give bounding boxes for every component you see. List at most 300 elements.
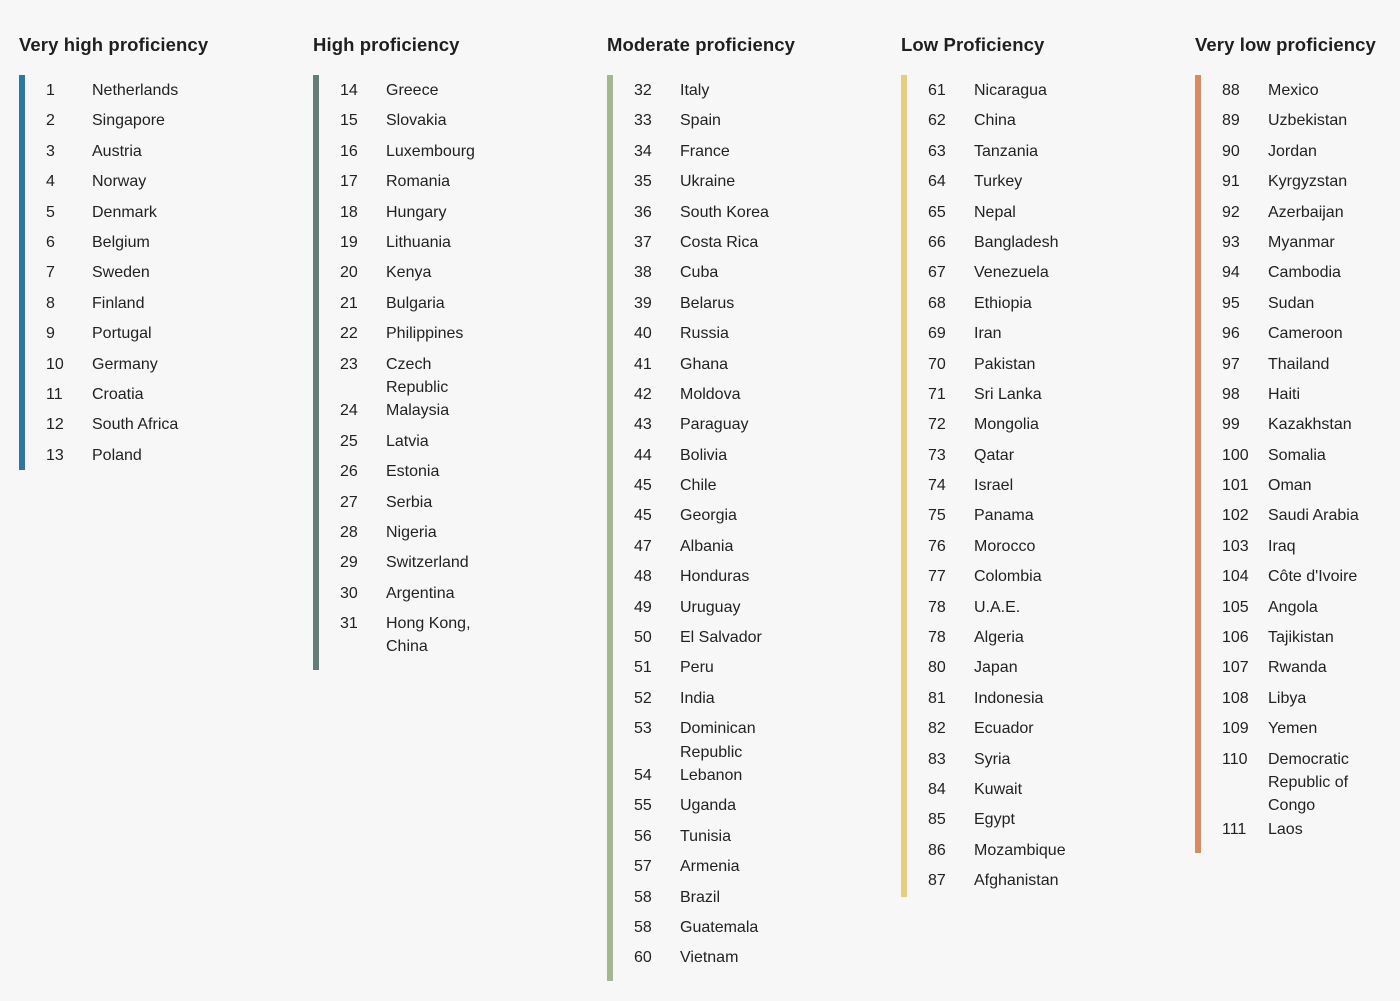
rank-number: 53 bbox=[634, 720, 652, 738]
rank-number: 62 bbox=[928, 112, 946, 130]
ranking-list bbox=[340, 79, 481, 659]
country-name: Tanzania bbox=[974, 142, 1039, 160]
country-name: Norway bbox=[92, 173, 147, 191]
rank-number: 72 bbox=[928, 416, 946, 434]
ranking-row bbox=[340, 109, 481, 139]
country-name: Guatemala bbox=[680, 918, 759, 936]
ranking-row bbox=[46, 201, 178, 231]
ranking-row bbox=[928, 748, 1066, 778]
rank-number: 97 bbox=[1222, 355, 1240, 373]
country-name: Algeria bbox=[974, 629, 1024, 647]
rank-number: 109 bbox=[1222, 720, 1249, 738]
ranking-row bbox=[928, 261, 1066, 291]
rank-number: 54 bbox=[634, 767, 652, 785]
country-name: Côte d'Ivoire bbox=[1268, 568, 1358, 586]
rank-number: 6 bbox=[46, 233, 55, 251]
country-name: Mongolia bbox=[974, 416, 1039, 434]
rank-number: 30 bbox=[340, 584, 358, 602]
rank-number: 58 bbox=[634, 918, 652, 936]
country-name: Colombia bbox=[974, 568, 1042, 586]
ranking-row bbox=[634, 383, 775, 413]
country-name: Germany bbox=[92, 355, 158, 373]
country-name: U.A.E. bbox=[974, 598, 1021, 616]
country-name: Armenia bbox=[680, 858, 740, 876]
rank-number: 55 bbox=[634, 797, 652, 815]
ranking-row bbox=[634, 322, 775, 352]
tier-title: Low Proficiency bbox=[901, 34, 1045, 56]
country-name: Spain bbox=[680, 112, 721, 130]
rank-number: 50 bbox=[634, 629, 652, 647]
rank-number: 43 bbox=[634, 416, 652, 434]
rank-number: 96 bbox=[1222, 325, 1240, 343]
ranking-row bbox=[928, 808, 1066, 838]
country-name: China bbox=[974, 112, 1016, 130]
rank-number: 104 bbox=[1222, 568, 1249, 586]
ranking-row bbox=[634, 764, 775, 794]
ranking-row bbox=[340, 521, 481, 551]
country-name: Myanmar bbox=[1268, 233, 1335, 251]
ranking-row bbox=[340, 353, 481, 400]
country-name: Israel bbox=[974, 477, 1014, 495]
rank-number: 58 bbox=[634, 888, 652, 906]
country-name: Japan bbox=[974, 659, 1018, 677]
country-name: Paraguay bbox=[680, 416, 749, 434]
country-name: Greece bbox=[386, 82, 439, 99]
ranking-row bbox=[340, 551, 481, 581]
country-name: Austria bbox=[92, 142, 142, 160]
rank-number: 90 bbox=[1222, 142, 1240, 160]
ranking-row bbox=[46, 79, 178, 109]
country-name: El Salvador bbox=[680, 629, 762, 647]
rank-number: 74 bbox=[928, 477, 946, 495]
country-name: Russia bbox=[680, 325, 729, 343]
ranking-row bbox=[1222, 717, 1363, 747]
country-name: Serbia bbox=[386, 493, 433, 511]
rank-number: 1 bbox=[46, 82, 55, 99]
country-name: Lebanon bbox=[680, 767, 743, 785]
rank-number: 19 bbox=[340, 233, 358, 251]
rank-number: 52 bbox=[634, 689, 652, 707]
country-name: India bbox=[680, 689, 715, 707]
ranking-row bbox=[634, 916, 775, 946]
ranking-row bbox=[634, 687, 775, 717]
rank-number: 3 bbox=[46, 142, 55, 160]
rank-number: 40 bbox=[634, 325, 652, 343]
country-name: Uzbekistan bbox=[1268, 112, 1348, 130]
country-name: Denmark bbox=[92, 203, 157, 221]
rank-number: 105 bbox=[1222, 598, 1249, 616]
rank-number: 36 bbox=[634, 203, 652, 221]
ranking-row bbox=[340, 292, 481, 322]
country-name: Sweden bbox=[92, 264, 150, 282]
ranking-row bbox=[634, 717, 775, 764]
country-name: Albania bbox=[680, 537, 734, 555]
rank-number: 32 bbox=[634, 82, 652, 99]
country-name: Democratic Republic of Congo bbox=[1268, 750, 1349, 815]
ranking-row bbox=[46, 353, 178, 383]
ranking-row bbox=[634, 855, 775, 885]
ranking-row bbox=[928, 79, 1066, 109]
rank-number: 102 bbox=[1222, 507, 1249, 525]
rank-number: 4 bbox=[46, 173, 55, 191]
country-name: Vietnam bbox=[680, 949, 739, 967]
country-name: Costa Rica bbox=[680, 233, 759, 251]
ranking-row bbox=[634, 109, 775, 139]
country-name: Mexico bbox=[1268, 82, 1319, 99]
rank-number: 78 bbox=[928, 598, 946, 616]
rank-number: 8 bbox=[46, 294, 55, 312]
tier-title: Very low proficiency bbox=[1195, 34, 1376, 56]
country-name: Georgia bbox=[680, 507, 737, 525]
country-name: Egypt bbox=[974, 811, 1015, 829]
tier-title: Very high proficiency bbox=[19, 34, 209, 56]
country-name: Kyrgyzstan bbox=[1268, 173, 1348, 191]
rank-number: 84 bbox=[928, 780, 946, 798]
ranking-row bbox=[928, 869, 1066, 899]
rank-number: 45 bbox=[634, 507, 652, 525]
rank-number: 10 bbox=[46, 355, 64, 373]
ranking-row bbox=[928, 687, 1066, 717]
country-name: Angola bbox=[1268, 598, 1318, 616]
ranking-row bbox=[1222, 504, 1363, 534]
country-name: Argentina bbox=[386, 584, 455, 602]
country-name: Belgium bbox=[92, 233, 150, 251]
rank-number: 12 bbox=[46, 416, 64, 434]
rank-number: 17 bbox=[340, 173, 358, 191]
country-name: Slovakia bbox=[386, 112, 447, 130]
ranking-row bbox=[340, 582, 481, 612]
country-name: Azerbaijan bbox=[1268, 203, 1344, 221]
rank-number: 34 bbox=[634, 142, 652, 160]
country-name: Honduras bbox=[680, 568, 750, 586]
country-name: Rwanda bbox=[1268, 659, 1327, 677]
ranking-row bbox=[634, 231, 775, 261]
country-name: Philippines bbox=[386, 325, 464, 343]
rank-number: 21 bbox=[340, 294, 358, 312]
rank-number: 101 bbox=[1222, 477, 1249, 495]
country-name: Afghanistan bbox=[974, 872, 1059, 890]
country-name: Syria bbox=[974, 750, 1011, 768]
country-name: Belarus bbox=[680, 294, 735, 312]
ranking-row bbox=[634, 79, 775, 109]
ranking-row bbox=[634, 474, 775, 504]
ranking-row bbox=[1222, 140, 1363, 170]
country-name: Chile bbox=[680, 477, 717, 495]
tier-color-bar bbox=[313, 75, 319, 670]
rank-number: 75 bbox=[928, 507, 946, 525]
rank-number: 80 bbox=[928, 659, 946, 677]
rank-number: 92 bbox=[1222, 203, 1240, 221]
ranking-row bbox=[634, 825, 775, 855]
ranking-row bbox=[928, 839, 1066, 869]
rank-number: 35 bbox=[634, 173, 652, 191]
rank-number: 69 bbox=[928, 325, 946, 343]
country-name: Finland bbox=[92, 294, 145, 312]
rank-number: 64 bbox=[928, 173, 946, 191]
ranking-row bbox=[46, 140, 178, 170]
ranking-row bbox=[1222, 201, 1363, 231]
ranking-row bbox=[340, 201, 481, 231]
rank-number: 88 bbox=[1222, 82, 1240, 99]
rank-number: 65 bbox=[928, 203, 946, 221]
rank-number: 106 bbox=[1222, 629, 1249, 647]
rank-number: 110 bbox=[1222, 750, 1248, 768]
ranking-row bbox=[928, 231, 1066, 261]
ranking-row bbox=[634, 794, 775, 824]
tier-title: Moderate proficiency bbox=[607, 34, 796, 56]
ranking-row bbox=[928, 353, 1066, 383]
rank-number: 94 bbox=[1222, 264, 1240, 282]
ranking-row bbox=[1222, 353, 1363, 383]
country-name: Morocco bbox=[974, 537, 1036, 555]
country-name: Estonia bbox=[386, 463, 440, 481]
rank-number: 85 bbox=[928, 811, 946, 829]
rank-number: 26 bbox=[340, 463, 358, 481]
ranking-row bbox=[340, 79, 481, 109]
rank-number: 47 bbox=[634, 537, 652, 555]
country-name: Indonesia bbox=[974, 689, 1044, 707]
ranking-row bbox=[46, 413, 178, 443]
rank-number: 33 bbox=[634, 112, 652, 130]
country-name: Brazil bbox=[680, 888, 721, 906]
rank-number: 73 bbox=[928, 446, 946, 464]
country-name: Saudi Arabia bbox=[1268, 507, 1359, 525]
rank-number: 63 bbox=[928, 142, 946, 160]
ranking-row bbox=[46, 261, 178, 291]
rank-number: 70 bbox=[928, 355, 946, 373]
country-name: Yemen bbox=[1268, 720, 1318, 738]
ranking-row bbox=[928, 474, 1066, 504]
ranking-row bbox=[1222, 444, 1363, 474]
country-name: Italy bbox=[680, 82, 710, 99]
rank-number: 28 bbox=[340, 523, 358, 541]
ranking-row bbox=[928, 717, 1066, 747]
ranking-row bbox=[634, 140, 775, 170]
ranking-row bbox=[634, 656, 775, 686]
rank-number: 99 bbox=[1222, 416, 1240, 434]
country-name: Turkey bbox=[974, 173, 1023, 191]
country-name: Cuba bbox=[680, 264, 719, 282]
ranking-row bbox=[1222, 231, 1363, 261]
country-name: Switzerland bbox=[386, 554, 469, 572]
ranking-row bbox=[634, 504, 775, 534]
rank-number: 57 bbox=[634, 858, 652, 876]
country-name: Nicaragua bbox=[974, 82, 1047, 99]
country-name: Bolivia bbox=[680, 446, 728, 464]
ranking-row bbox=[634, 946, 775, 976]
rank-number: 91 bbox=[1222, 173, 1240, 191]
ranking-row bbox=[634, 626, 775, 656]
country-name: Nigeria bbox=[386, 523, 437, 541]
ranking-row bbox=[928, 626, 1066, 656]
ranking-row bbox=[340, 322, 481, 352]
ranking-row bbox=[1222, 748, 1363, 818]
country-name: Panama bbox=[974, 507, 1034, 525]
ranking-row bbox=[1222, 565, 1363, 595]
rank-number: 29 bbox=[340, 554, 358, 572]
rank-number: 77 bbox=[928, 568, 946, 586]
ranking-row bbox=[46, 322, 178, 352]
country-name: Kazakhstan bbox=[1268, 416, 1352, 434]
ranking-row bbox=[1222, 687, 1363, 717]
country-name: Sri Lanka bbox=[974, 385, 1042, 403]
country-name: Qatar bbox=[974, 446, 1015, 464]
country-name: Tajikistan bbox=[1268, 629, 1334, 647]
country-name: Mozambique bbox=[974, 841, 1066, 859]
ranking-row bbox=[46, 231, 178, 261]
country-name: Laos bbox=[1268, 820, 1303, 838]
rank-number: 82 bbox=[928, 720, 946, 738]
rank-number: 86 bbox=[928, 841, 946, 859]
ranking-row bbox=[928, 596, 1066, 626]
ranking-row bbox=[1222, 818, 1363, 848]
rank-number: 20 bbox=[340, 264, 358, 282]
rank-number: 2 bbox=[46, 112, 55, 130]
ranking-row bbox=[1222, 170, 1363, 200]
country-name: Nepal bbox=[974, 203, 1016, 221]
country-name: Hong Kong, China bbox=[386, 615, 471, 656]
rank-number: 37 bbox=[634, 233, 652, 251]
ranking-row bbox=[928, 535, 1066, 565]
ranking-row bbox=[340, 261, 481, 291]
ranking-row bbox=[340, 170, 481, 200]
ranking-row bbox=[1222, 261, 1363, 291]
country-name: Croatia bbox=[92, 385, 144, 403]
rank-number: 49 bbox=[634, 598, 652, 616]
country-name: Czech Republic bbox=[386, 355, 449, 396]
tier-color-bar bbox=[901, 75, 907, 897]
rank-number: 71 bbox=[928, 385, 946, 403]
country-name: Romania bbox=[386, 173, 451, 191]
ranking-row bbox=[634, 596, 775, 626]
ranking-row bbox=[1222, 413, 1363, 443]
rank-number: 87 bbox=[928, 872, 946, 890]
ranking-row bbox=[340, 399, 481, 429]
country-name: Iran bbox=[974, 325, 1002, 343]
tier-color-bar bbox=[607, 75, 613, 981]
country-name: Jordan bbox=[1268, 142, 1317, 160]
country-name: Cambodia bbox=[1268, 264, 1341, 282]
rank-number: 68 bbox=[928, 294, 946, 312]
country-name: Tunisia bbox=[680, 827, 731, 845]
ranking-row bbox=[928, 778, 1066, 808]
rank-number: 76 bbox=[928, 537, 946, 555]
rank-number: 14 bbox=[340, 82, 358, 99]
ranking-row bbox=[1222, 79, 1363, 109]
ranking-row bbox=[46, 292, 178, 322]
ranking-row bbox=[1222, 535, 1363, 565]
ranking-row bbox=[928, 170, 1066, 200]
rank-number: 27 bbox=[340, 493, 358, 511]
rank-number: 83 bbox=[928, 750, 946, 768]
rank-number: 24 bbox=[340, 402, 358, 420]
ranking-row bbox=[928, 109, 1066, 139]
rank-number: 5 bbox=[46, 203, 55, 221]
country-name: Bulgaria bbox=[386, 294, 445, 312]
ranking-list bbox=[634, 79, 775, 977]
country-name: Bangladesh bbox=[974, 233, 1059, 251]
country-name: Malaysia bbox=[386, 402, 450, 420]
ranking-row bbox=[928, 444, 1066, 474]
country-name: Uruguay bbox=[680, 598, 741, 616]
country-name: Lithuania bbox=[386, 233, 451, 251]
rank-number: 44 bbox=[634, 446, 652, 464]
rank-number: 107 bbox=[1222, 659, 1249, 677]
rank-number: 61 bbox=[928, 82, 946, 99]
country-name: Portugal bbox=[92, 325, 152, 343]
country-name: Uganda bbox=[680, 797, 737, 815]
ranking-row bbox=[634, 886, 775, 916]
country-name: Kenya bbox=[386, 264, 432, 282]
tier-title: High proficiency bbox=[313, 34, 460, 56]
country-name: Moldova bbox=[680, 385, 741, 403]
rank-number: 60 bbox=[634, 949, 652, 967]
ranking-row bbox=[46, 170, 178, 200]
rank-number: 13 bbox=[46, 446, 64, 464]
ranking-row bbox=[1222, 383, 1363, 413]
ranking-list bbox=[1222, 79, 1363, 848]
country-name: Luxembourg bbox=[386, 142, 475, 160]
ranking-row bbox=[340, 491, 481, 521]
ranking-row bbox=[928, 140, 1066, 170]
rank-number: 15 bbox=[340, 112, 358, 130]
ranking-row bbox=[1222, 596, 1363, 626]
ranking-row bbox=[634, 170, 775, 200]
rank-number: 18 bbox=[340, 203, 358, 221]
country-name: Kuwait bbox=[974, 780, 1023, 798]
country-name: Singapore bbox=[92, 112, 165, 130]
country-name: Somalia bbox=[1268, 446, 1326, 464]
rank-number: 67 bbox=[928, 264, 946, 282]
ranking-row bbox=[340, 612, 481, 659]
country-name: Libya bbox=[1268, 689, 1307, 707]
rank-number: 11 bbox=[46, 385, 63, 403]
rank-number: 25 bbox=[340, 432, 358, 450]
country-name: Haiti bbox=[1268, 385, 1301, 403]
ranking-row bbox=[1222, 626, 1363, 656]
ranking-row bbox=[928, 504, 1066, 534]
country-name: Thailand bbox=[1268, 355, 1330, 373]
rank-number: 39 bbox=[634, 294, 652, 312]
ranking-row bbox=[928, 292, 1066, 322]
country-name: Dominican Republic bbox=[680, 720, 756, 761]
ranking-row bbox=[46, 383, 178, 413]
rank-number: 100 bbox=[1222, 446, 1249, 464]
ranking-list bbox=[928, 79, 1066, 900]
ranking-row bbox=[1222, 109, 1363, 139]
country-name: Latvia bbox=[386, 432, 429, 450]
ranking-row bbox=[634, 444, 775, 474]
ranking-row bbox=[340, 231, 481, 261]
country-name: Iraq bbox=[1268, 537, 1296, 555]
ranking-row bbox=[928, 656, 1066, 686]
rank-number: 9 bbox=[46, 325, 55, 343]
ranking-row bbox=[46, 109, 178, 139]
ranking-row bbox=[1222, 292, 1363, 322]
rank-number: 42 bbox=[634, 385, 652, 403]
country-name: Sudan bbox=[1268, 294, 1315, 312]
rank-number: 23 bbox=[340, 355, 358, 373]
ranking-row bbox=[340, 430, 481, 460]
rank-number: 38 bbox=[634, 264, 652, 282]
rank-number: 95 bbox=[1222, 294, 1240, 312]
country-name: Ecuador bbox=[974, 720, 1034, 738]
rank-number: 98 bbox=[1222, 385, 1240, 403]
ranking-row bbox=[634, 261, 775, 291]
country-name: South Africa bbox=[92, 416, 179, 434]
country-name: Ghana bbox=[680, 355, 729, 373]
ranking-row bbox=[928, 201, 1066, 231]
